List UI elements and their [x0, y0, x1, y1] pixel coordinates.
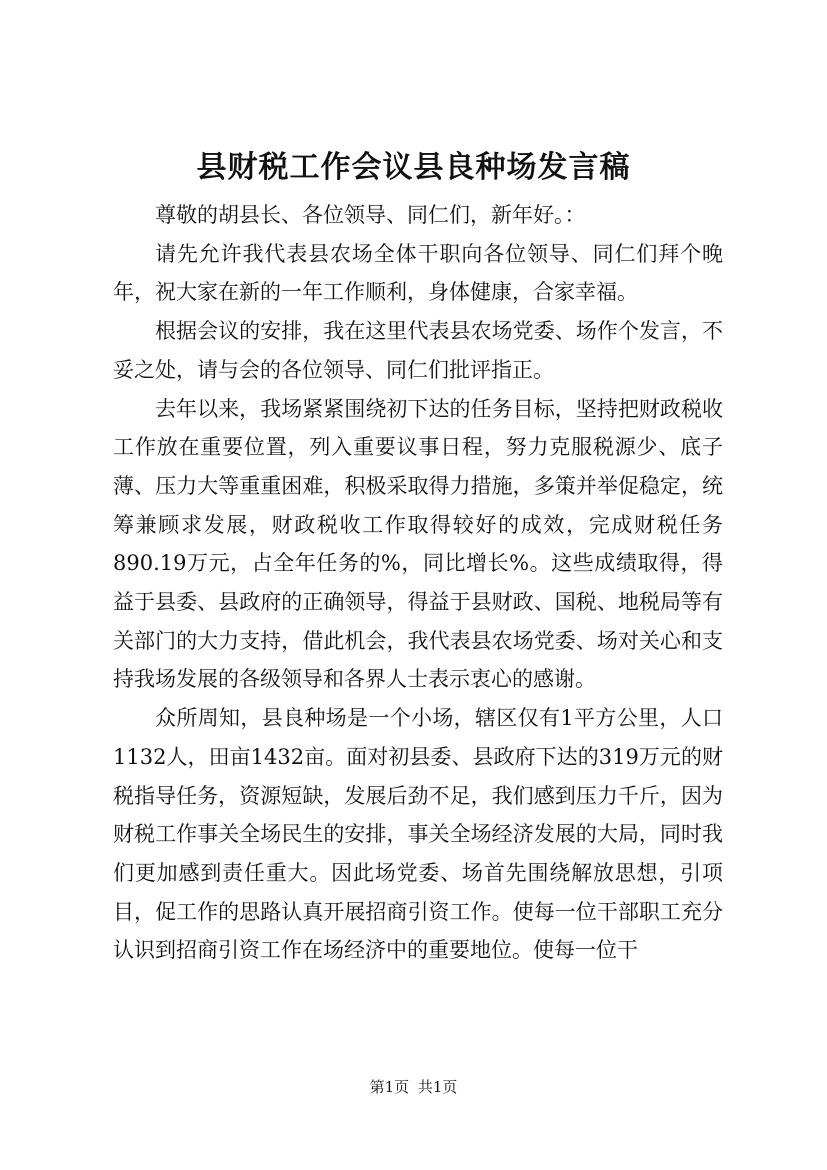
document-title: 县财税工作会议县良种场发言稿 — [196, 150, 631, 185]
paragraph-greeting: 尊敬的胡县长、各位领导、同仁们，新年好。： — [155, 203, 586, 227]
document-body — [113, 196, 723, 970]
paragraph-introduction: 根据会议的安排，我在这里代表县农场党委、场作个发言，不妥之处，请与会的各位领导、同仁们批评指正。 — [113, 319, 723, 382]
page-number: 第1页 — [369, 1078, 410, 1096]
page-footer — [0, 1077, 827, 1097]
paragraph-background: 众所周知，县良种场是一个小场，辖区仅有1平方公里，人口1132人，田亩1432亩。面对初县委、县政府下达的319万元的财税指导任务，资源短缺，发展后劲不足，我们感到压力千斤，因为财税工作事关全场民生的安排，事关全场经济发展的大局，同时我们更加感到责任重大。因此场党委、场首先围绕解放思想，引项目，促工作的思路认真开展招商引资工作。使每一位干部职工充分认识到招商引资工作在场经济中的重要地位。使每一位干 — [113, 706, 723, 963]
page-total: 共1页 — [417, 1078, 458, 1096]
paragraph-achievements: 去年以来，我场紧紧围绕初下达的任务目标，坚持把财政税收工作放在重要位置，列入重要议事日程，努力克服税源少、底子薄、压力大等重重困难，积极采取得力措施，多策并举促稳定，统筹兼顾求发展，财政税收工作取得较好的成效，完成财税任务890.19万元，占全年任务的%，同比增长%。这些成绩取得，得益于县委、县政府的正确领导，得益于县财政、国税、地税局等有关部门的大力支持，借此机会，我代表县农场党委、场对关心和支持我场发展的各级领导和各界人士表示衷心的感谢。 — [113, 396, 723, 692]
paragraph-new-year-wishes: 请先允许我代表县农场全体干职向各位领导、同仁们拜个晚年，祝大家在新的一年工作顺利，身体健康，合家幸福。 — [113, 241, 723, 305]
